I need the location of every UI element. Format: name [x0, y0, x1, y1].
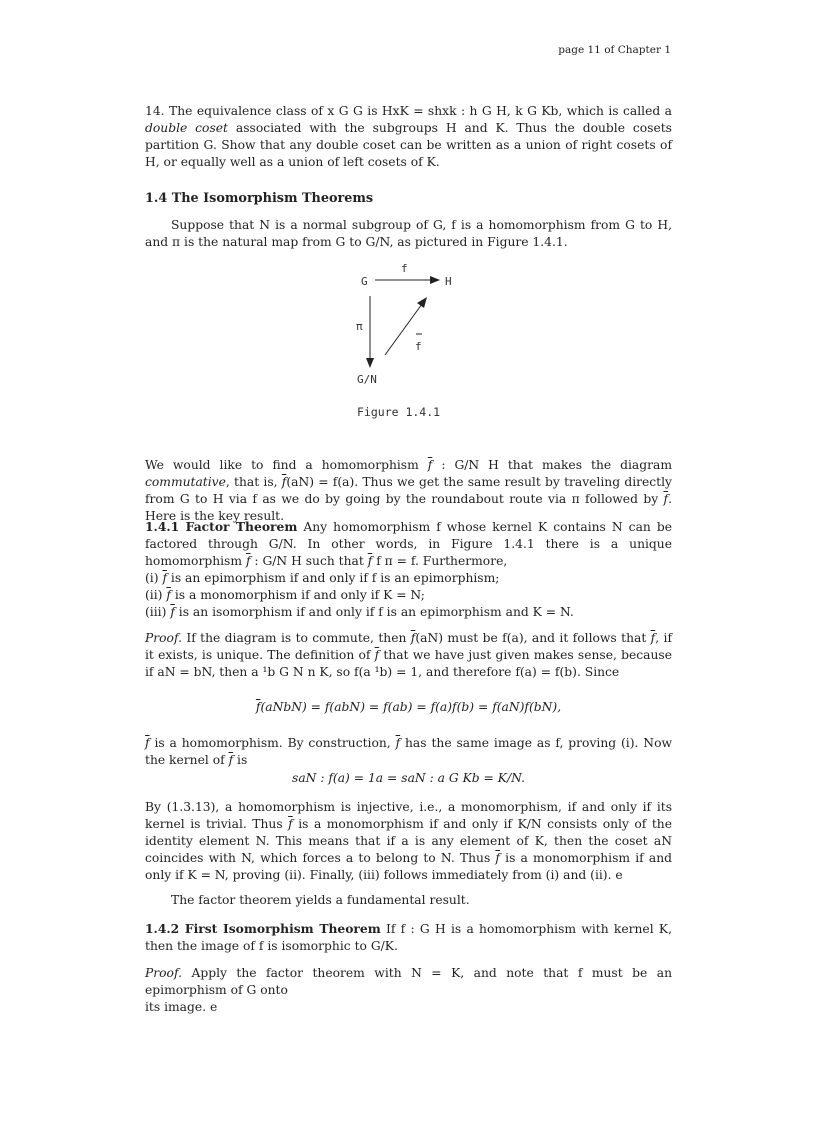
theorem-item-ii [145, 587, 672, 604]
fbar: $\overline{f}$ [166, 588, 171, 602]
diagram-node-gn: G/N [357, 373, 377, 386]
theorem-text: Any homomorphism f whose kernel K contains N can be factored through G/N. In other words, in Figure 1.4.1 there is a unique homomorphism [145, 520, 672, 568]
text: is a monomorphism if and only if K = N, proving (ii). Finally, (iii) follows immediately from (i) and (ii). e [145, 851, 672, 882]
commutative-text [145, 457, 672, 525]
text: is a monomorphism if and only if K/N consists only of the identity element N. This means that if a is any element of K, then the coset aN coincides with N, which forces a to belong to N. Thus [145, 817, 672, 865]
fbar: $\overline{f}$ [395, 736, 401, 750]
exercise-text-b: associated with the subgroups H and K. Thus the double cosets partition G. Show that any double coset can be written as a union of right cosets of H, or equally well as a union of left cosets of K. [145, 121, 672, 169]
proof-paragraph-2 [145, 799, 672, 884]
text: has the same image as f, proving (i). Now the kernel of [145, 736, 672, 767]
fbar: $\overline{f}$ [245, 554, 251, 568]
theorem-item-i [145, 570, 672, 587]
theorem-1-4-1-statement [145, 518, 672, 570]
intro-paragraph [145, 217, 672, 251]
commutative-paragraph [145, 457, 672, 525]
figure-caption: Figure 1.4.1 [357, 405, 441, 419]
page-header: page 11 of Chapter 1 [558, 44, 671, 56]
diagram-label-f: f [401, 262, 408, 275]
fbar: $\overline{f}$ [495, 851, 500, 865]
proof-1-4-2 [145, 965, 672, 1016]
arrow-pi-head [366, 358, 374, 368]
theorem-title: 1.4.2 First Isomorphism Theorem [145, 921, 381, 936]
text: that we have just given makes sense, because if aN = bN, then a ¹b G N n K, so f(a ¹b) = 1, and therefore f(a) = f(b). Since [145, 648, 672, 679]
text-e: . Here is the key result. [145, 492, 672, 523]
item-text: is a monomorphism if and only if K = N; [170, 588, 425, 602]
equation-text: (aNbN) = f(abN) = f(ab) = f(a)f(b) = f(aN)f(bN), [260, 700, 562, 714]
theorem-1-4-1 [145, 518, 672, 621]
theorem-items [145, 570, 672, 621]
factor-yields-text: The factor theorem yields a fundamental result. [171, 893, 470, 907]
fbar: $\overline{f}$ [255, 700, 261, 714]
equation-2 [145, 770, 672, 787]
proof-label: Proof. [145, 631, 182, 645]
fbar: $\overline{f}$ [281, 475, 287, 489]
proof-text [145, 630, 672, 681]
fbar: $\overline{f}$ [367, 554, 373, 568]
diagram-node-g: G [361, 275, 368, 288]
text-c: , that is, [225, 475, 282, 489]
theorem-item-iii [145, 604, 672, 621]
proof-homomorphism [145, 735, 672, 769]
proof-label: Proof. [145, 966, 182, 980]
proof-1-4-2-line1 [145, 965, 672, 999]
item-label: (iii) [145, 605, 171, 619]
diagram-label-pi: π [356, 320, 363, 333]
text: is a homomorphism. By construction, [149, 736, 396, 750]
item-text: is an epimorphism if and only if f is an epimorphism; [167, 571, 500, 585]
text: , if it exists, is unique. The definition of [145, 631, 672, 662]
fbar: $\overline{f}$ [162, 571, 167, 585]
fbar: $\overline{f}$ [650, 631, 656, 645]
proof-1-4-2-line2: its image. e [145, 1000, 218, 1014]
exercise-term: double coset [145, 121, 228, 135]
fbar: $\overline{f}$ [374, 648, 380, 662]
theorem-text3: f π = f. Furthermore, [372, 554, 508, 568]
fbar: $\overline{f}$ [410, 631, 416, 645]
text-b: : G/N H that makes the diagram [432, 458, 673, 472]
term-commutative: commutative [145, 475, 226, 489]
equation-1 [145, 699, 672, 716]
proof-1-4-1 [145, 630, 672, 681]
item-text: is an isomorphism if and only if f is an epimorphism and K = N. [174, 605, 574, 619]
fbar: $\overline{f}$ [145, 736, 150, 750]
intro-text: Suppose that N is a normal subgroup of G, f is a homomorphism from G to H, and π is the natural map from G to G/N, as pictured in Figure 1.4.1. [145, 218, 672, 249]
exercise-14-text [145, 103, 672, 171]
fbar: $\overline{f}$ [170, 605, 175, 619]
text: is [233, 753, 248, 767]
item-label: (ii) [145, 588, 167, 602]
commutative-diagram [330, 258, 500, 428]
arrow-f-head [430, 276, 440, 284]
item-label: (i) [145, 571, 163, 585]
proof-homomorphism-text [145, 735, 672, 769]
text: If the diagram is to commute, then [181, 631, 411, 645]
fbar: $\overline{f}$ [663, 492, 669, 506]
theorem-text: If f : G H is a homomorphism with kernel K, then the image of f is isomorphic to G/K. [145, 922, 672, 953]
diagram-label-fbar: f [415, 340, 422, 353]
exercise-14 [145, 103, 672, 171]
exercise-text-a: The equivalence class of x G G is HxK = shxk : h G H, k G Kb, which is called a [169, 104, 672, 118]
text: By (1.3.13), a homomorphism is injective, i.e., a monomorphism, if and only if its kernel is trivial. Thus [145, 800, 672, 831]
fbar: $\overline{f}$ [427, 458, 433, 472]
proof-paragraph-2-text [145, 799, 672, 884]
equation-text: saN : f(a) = 1a = saN : a G Kb = K/N. [292, 771, 525, 785]
theorem-1-4-2 [145, 920, 672, 955]
factor-yields [145, 892, 672, 909]
text: (aN) must be f(a), and it follows that [415, 631, 651, 645]
fbar: $\overline{f}$ [228, 753, 234, 767]
theorem-1-4-2-text [145, 920, 672, 955]
diagram-node-h: H [445, 275, 452, 288]
section-title: 1.4 The Isomorphism Theorems [145, 191, 374, 206]
text-a: We would like to find a homomorphism [145, 458, 428, 472]
theorem-title: 1.4.1 Factor Theorem [145, 519, 298, 534]
arrow-fbar-head [417, 297, 427, 308]
text: Apply the factor theorem with N = K, and note that f must be an epimorphism of G onto [145, 966, 672, 997]
theorem-text2: : G/N H such that [250, 554, 368, 568]
exercise-number: 14. [145, 104, 165, 118]
text-d: (aN) = f(a). Thus we get the same result by traveling directly from G to H via f as we do by going by the roundabout route via π followed by [145, 475, 672, 506]
fbar: $\overline{f}$ [288, 817, 293, 831]
